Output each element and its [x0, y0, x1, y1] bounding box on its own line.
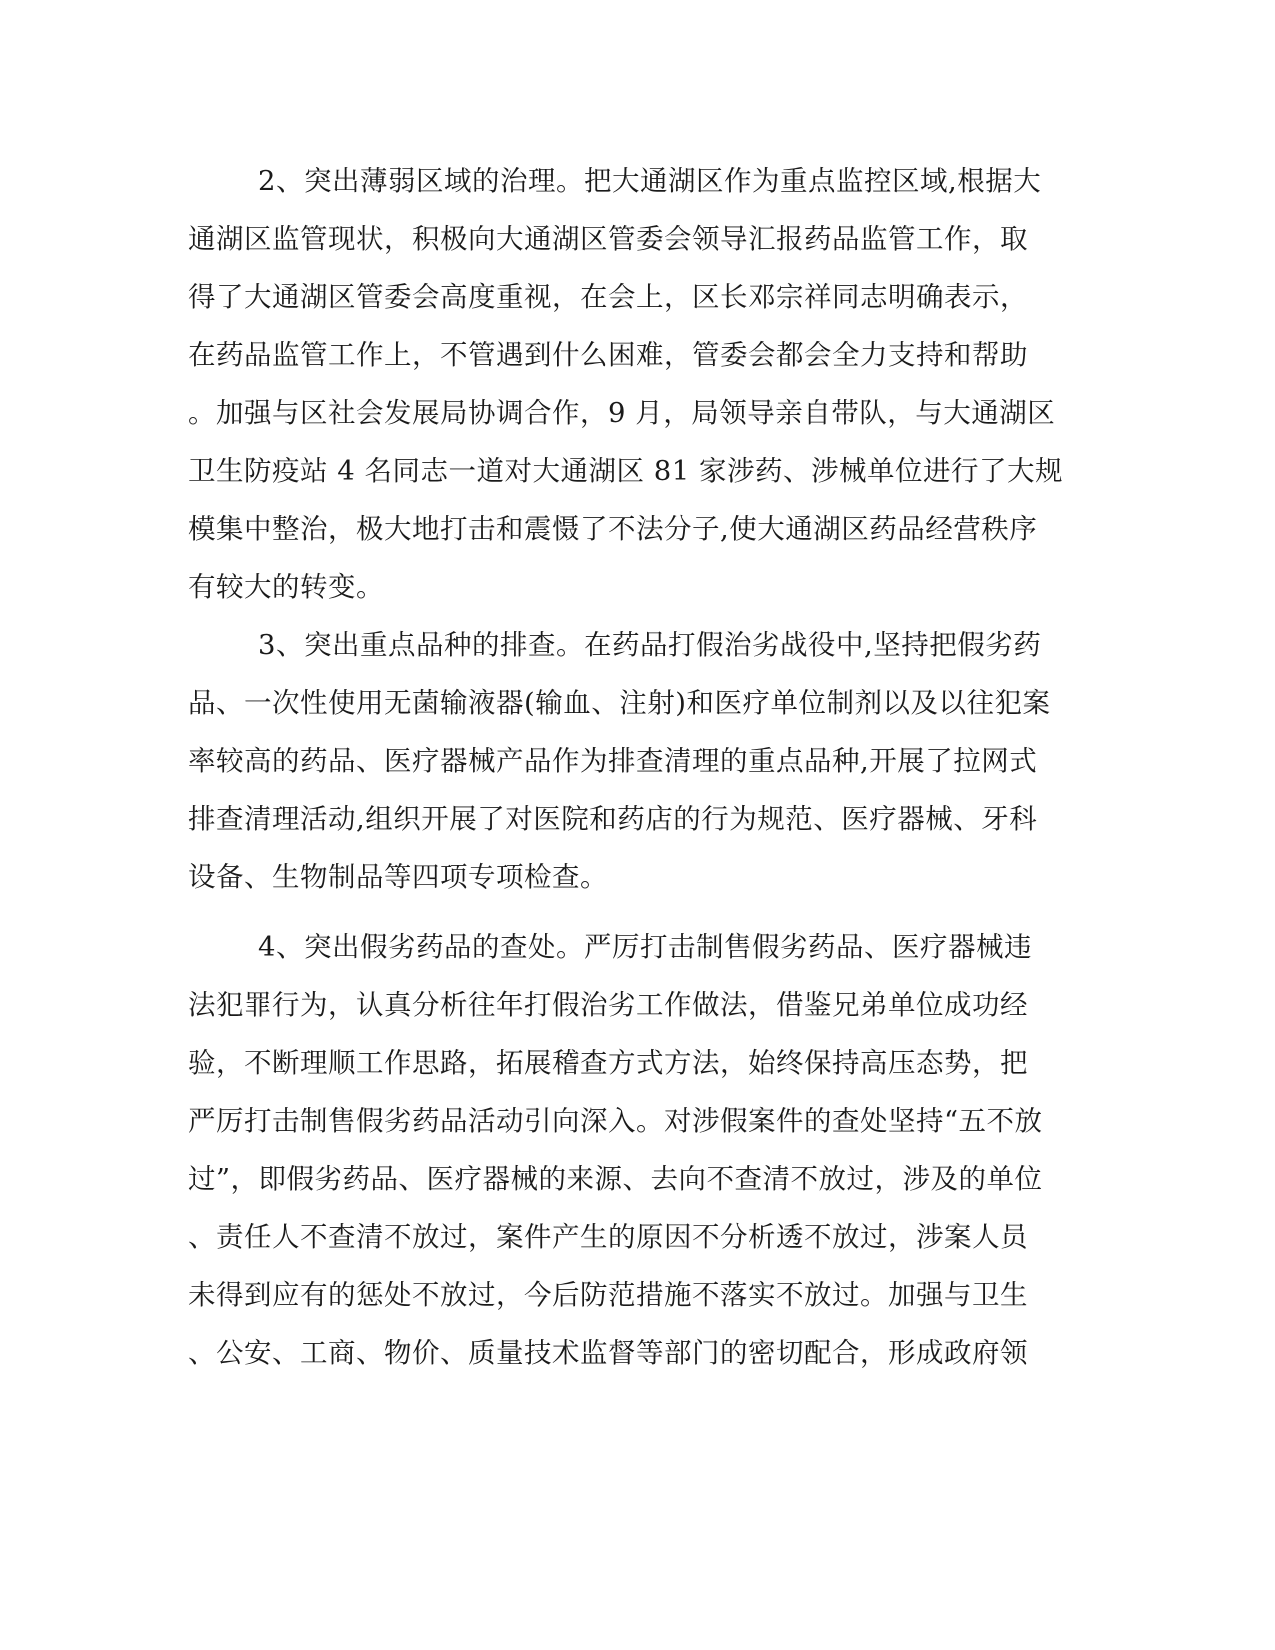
- paragraph-2-line-6: 卫生防疫站 4 名同志一道对大通湖区 81 家涉药、涉械单位进行了大规: [188, 455, 1063, 487]
- paragraph-2-line-5: 。加强与区社会发展局协调合作，9 月，局领导亲自带队，与大通湖区: [188, 397, 1056, 429]
- paragraph-2-line-8: 有较大的转变。: [188, 571, 384, 603]
- paragraph-4-line-7: 未得到应有的惩处不放过，今后防范措施不落实不放过。加强与卫生: [188, 1279, 1028, 1311]
- paragraph-4-line-8: 、公安、工商、物价、质量技术监督等部门的密切配合，形成政府领: [188, 1337, 1028, 1369]
- paragraph-4-line-4: 严厉打击制售假劣药品活动引向深入。对涉假案件的查处坚持“五不放: [188, 1105, 1043, 1137]
- paragraph-3-line-2: 品、一次性使用无菌输液器(输血、注射)和医疗单位制剂以及以往犯案: [188, 687, 1051, 719]
- paragraph-3-line-3: 率较高的药品、医疗器械产品作为排查清理的重点品种,开展了拉网式: [188, 745, 1038, 777]
- paragraph-4-line-3: 验，不断理顺工作思路，拓展稽查方式方法，始终保持高压态势，把: [188, 1047, 1028, 1079]
- paragraph-2-line-7: 模集中整治，极大地打击和震慑了不法分子,使大通湖区药品经营秩序: [188, 513, 1038, 545]
- paragraph-4-line-5: 过”，即假劣药品、医疗器械的来源、去向不查清不放过，涉及的单位: [188, 1163, 1043, 1195]
- paragraph-3-line-5: 设备、生物制品等四项专项检查。: [188, 861, 608, 893]
- paragraph-4-line-2: 法犯罪行为，认真分析往年打假治劣工作做法，借鉴兄弟单位成功经: [188, 989, 1028, 1021]
- paragraph-2-line-3: 得了大通湖区管委会高度重视，在会上，区长邓宗祥同志明确表示，: [188, 281, 1028, 313]
- paragraph-3-line-1: 3、突出重点品种的排查。在药品打假治劣战役中,坚持把假劣药: [258, 629, 1042, 661]
- paragraph-4-line-6: 、责任人不查清不放过，案件产生的原因不分析透不放过，涉案人员: [188, 1221, 1028, 1253]
- paragraph-2-line-1: 2、突出薄弱区域的治理。把大通湖区作为重点监控区域,根据大: [258, 165, 1042, 197]
- paragraph-2-line-2: 通湖区监管现状，积极向大通湖区管委会领导汇报药品监管工作，取: [188, 223, 1028, 255]
- paragraph-3-line-4: 排查清理活动,组织开展了对医院和药店的行为规范、医疗器械、牙科: [188, 803, 1038, 835]
- paragraph-4-line-1: 4、突出假劣药品的查处。严厉打击制售假劣药品、医疗器械违: [258, 931, 1032, 963]
- paragraph-2-line-4: 在药品监管工作上，不管遇到什么困难，管委会都会全力支持和帮助: [188, 339, 1028, 371]
